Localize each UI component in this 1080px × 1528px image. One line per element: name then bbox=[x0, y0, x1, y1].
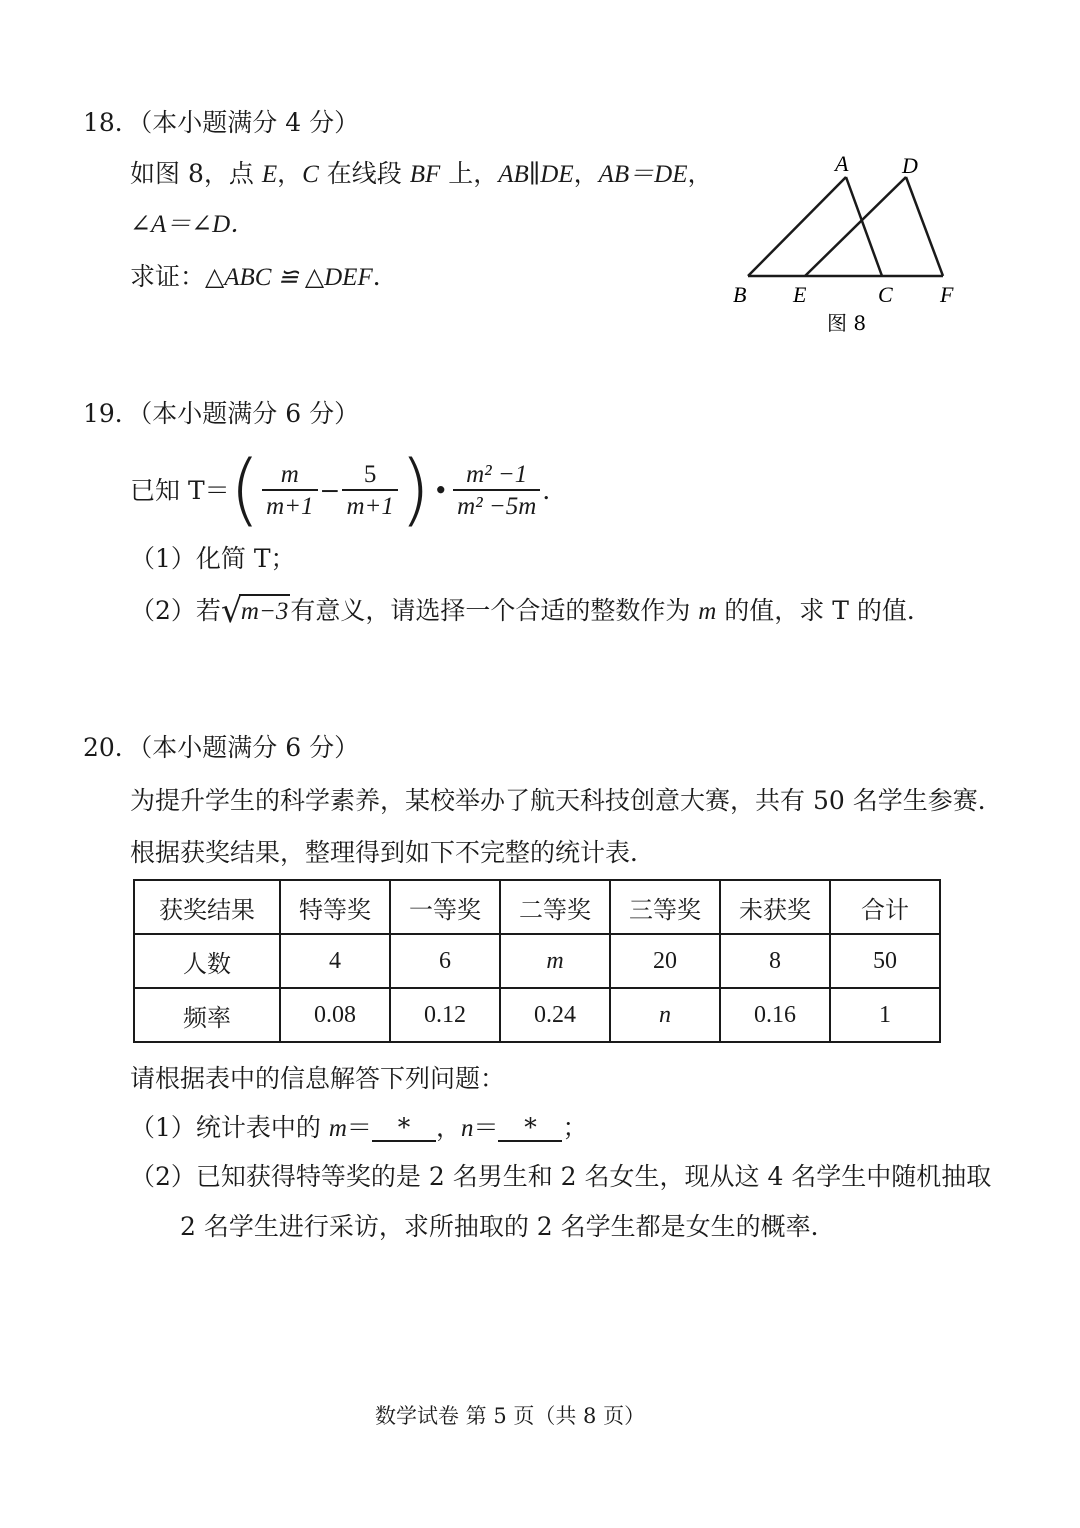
table-cell: 0.08 bbox=[280, 988, 390, 1042]
q18-line1: 如图 8，点 E，C 在线段 BF 上，AB∥DE，AB＝DE， bbox=[130, 159, 713, 188]
sqrt-expression: √ m−3 bbox=[220, 591, 289, 631]
q20-intro1: 为提升学生的科学素养，某校举办了航天科技创意大赛，共有 50 名学生参赛． bbox=[130, 786, 1003, 815]
label-e: E bbox=[793, 282, 807, 307]
answer-blank-m: * bbox=[372, 1115, 436, 1142]
page-footer: 数学试卷 第 5 页（共 8 页） bbox=[375, 1404, 646, 1428]
table-cell: 合计 bbox=[830, 880, 940, 934]
q20-header: 20．（本小题满分 6 分） bbox=[83, 733, 360, 762]
q20-part1: （1）统计表中的 m＝ * ，n＝ * ； bbox=[130, 1113, 588, 1142]
table-cell: 二等奖 bbox=[500, 880, 610, 934]
q19-part1: （1）化简 T； bbox=[130, 544, 296, 573]
table-cell: 一等奖 bbox=[390, 880, 500, 934]
table-cell: 0.16 bbox=[720, 988, 830, 1042]
label-c: C bbox=[878, 282, 893, 307]
table-header-row bbox=[134, 880, 940, 934]
q18-line3: 求证：△ABC ≌ △DEF． bbox=[130, 262, 398, 291]
q20-intro2: 根据获奖结果，整理得到如下不完整的统计表． bbox=[130, 838, 656, 867]
segment-df bbox=[906, 177, 943, 276]
q18-line2: ∠A＝∠D． bbox=[130, 211, 256, 238]
right-paren: ) bbox=[399, 445, 431, 535]
label-a: A bbox=[835, 151, 849, 176]
q19-header: 19．（本小题满分 6 分） bbox=[83, 399, 360, 428]
q18-header: 18．（本小题满分 4 分） bbox=[83, 108, 360, 137]
label-f: F bbox=[940, 282, 954, 307]
q19-expression: 已知 T＝ ( $\frac{m}{m+1}$ − $\frac{5}{m+1}$ ) • $\frac{\text{m² −1}}{\text{m² −5m}}$ ． bbox=[130, 445, 568, 535]
table-cell: 获奖结果 bbox=[134, 880, 280, 934]
q20-part2-line1: （2）已知获得特等奖的是 2 名男生和 2 名女生，现从这 4 名学生中随机抽取 bbox=[130, 1162, 992, 1191]
q20-ask: 请根据表中的信息解答下列问题： bbox=[130, 1064, 506, 1093]
table-row bbox=[134, 934, 940, 988]
figure-8-triangles bbox=[725, 145, 985, 345]
fraction-m2-minus-1: $\frac{\text{m² −1}}{\text{m² −5m}}$ bbox=[453, 462, 540, 519]
segment-ac bbox=[846, 177, 882, 276]
table-cell: 6 bbox=[390, 934, 500, 988]
figure-caption: 图 8 bbox=[827, 311, 867, 335]
table-cell: n bbox=[610, 988, 720, 1042]
segment-ab bbox=[748, 177, 846, 276]
table-cell: 20 bbox=[610, 934, 720, 988]
q19-part2: （2）若 √ m−3有意义，请选择一个合适的整数作为 m 的值，求 T 的值． bbox=[130, 591, 932, 631]
table-cell: 特等奖 bbox=[280, 880, 390, 934]
label-b: B bbox=[733, 282, 747, 307]
table-cell: 未获奖 bbox=[720, 880, 830, 934]
fraction-m-over-m-plus-1: $\frac{m}{m+1}$ bbox=[262, 462, 317, 519]
answer-blank-n: * bbox=[498, 1115, 562, 1142]
table-cell: m bbox=[500, 934, 610, 988]
table-cell: 频率 bbox=[134, 988, 280, 1042]
label-d: D bbox=[902, 153, 918, 178]
segment-ed bbox=[805, 177, 906, 276]
table-cell: 4 bbox=[280, 934, 390, 988]
table-row bbox=[134, 988, 940, 1042]
table-cell: 0.24 bbox=[500, 988, 610, 1042]
table-cell: 人数 bbox=[134, 934, 280, 988]
left-paren: ( bbox=[229, 445, 261, 535]
table-cell: 0.12 bbox=[390, 988, 500, 1042]
table-cell: 三等奖 bbox=[610, 880, 720, 934]
table-cell: 50 bbox=[830, 934, 940, 988]
q20-part2-line2: 2 名学生进行采访，求所抽取的 2 名学生都是女生的概率． bbox=[180, 1212, 836, 1241]
statistics-table bbox=[133, 879, 941, 1043]
table-cell: 1 bbox=[830, 988, 940, 1042]
table-cell: 8 bbox=[720, 934, 830, 988]
fraction-5-over-m-plus-1: $\frac{5}{m+1}$ bbox=[342, 462, 397, 519]
